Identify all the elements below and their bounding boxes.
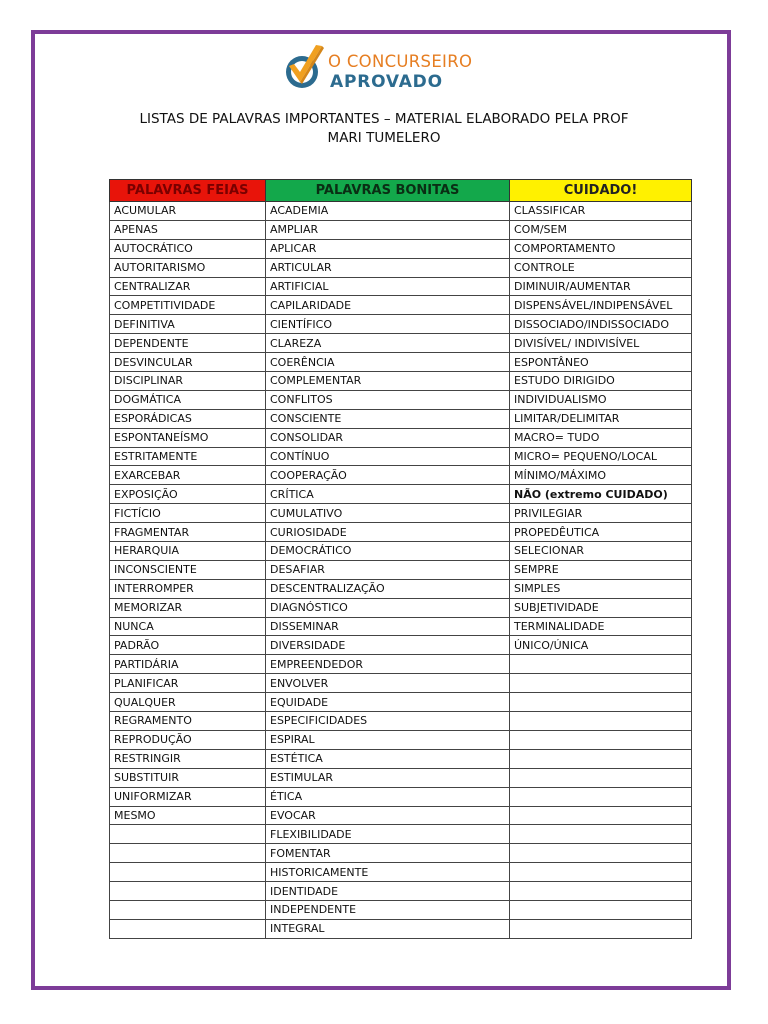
logo-check-icon	[280, 42, 330, 94]
table-row	[110, 220, 692, 239]
table-row	[110, 542, 692, 561]
cell-bonita: DEMOCRÁTICO	[266, 542, 510, 561]
cell-feia: UNIFORMIZAR	[110, 787, 266, 806]
table-row	[110, 315, 692, 334]
table-row	[110, 239, 692, 258]
cell-cuidado: ESPONTÂNEO	[510, 353, 692, 372]
cell-feia: HERARQUIA	[110, 542, 266, 561]
header-cuidado: CUIDADO!	[510, 180, 692, 202]
table-row	[110, 919, 692, 938]
table-header-row	[110, 180, 692, 202]
header-palavras-feias: PALAVRAS FEIAS	[110, 180, 266, 202]
cell-bonita: FOMENTAR	[266, 844, 510, 863]
cell-bonita: ESTIMULAR	[266, 768, 510, 787]
table-row	[110, 749, 692, 768]
table-row	[110, 277, 692, 296]
cell-feia: MESMO	[110, 806, 266, 825]
table-row	[110, 674, 692, 693]
page-title	[100, 110, 668, 148]
cell-feia: PADRÃO	[110, 636, 266, 655]
cell-feia: EXPOSIÇÃO	[110, 485, 266, 504]
cell-cuidado	[510, 863, 692, 882]
cell-cuidado: NÃO (extremo CUIDADO)	[510, 485, 692, 504]
cell-bonita: ESTÉTICA	[266, 749, 510, 768]
cell-bonita: EVOCAR	[266, 806, 510, 825]
cell-cuidado: CLASSIFICAR	[510, 202, 692, 221]
cell-feia: AUTORITARISMO	[110, 258, 266, 277]
cell-bonita: CAPILARIDADE	[266, 296, 510, 315]
cell-cuidado	[510, 900, 692, 919]
cell-cuidado	[510, 806, 692, 825]
cell-feia: DOGMÁTICA	[110, 390, 266, 409]
table-row	[110, 806, 692, 825]
cell-cuidado	[510, 674, 692, 693]
cell-cuidado	[510, 749, 692, 768]
cell-cuidado: ESTUDO DIRIGIDO	[510, 372, 692, 391]
cell-bonita: INDEPENDENTE	[266, 900, 510, 919]
cell-feia: INCONSCIENTE	[110, 560, 266, 579]
cell-cuidado: DIMINUIR/AUMENTAR	[510, 277, 692, 296]
table-row	[110, 598, 692, 617]
cell-feia	[110, 844, 266, 863]
cell-cuidado	[510, 787, 692, 806]
cell-bonita: CONTÍNUO	[266, 447, 510, 466]
cell-bonita: ESPECIFICIDADES	[266, 712, 510, 731]
cell-bonita: COMPLEMENTAR	[266, 372, 510, 391]
cell-cuidado	[510, 882, 692, 901]
cell-cuidado: LIMITAR/DELIMITAR	[510, 409, 692, 428]
cell-cuidado	[510, 730, 692, 749]
cell-bonita: ESPIRAL	[266, 730, 510, 749]
cell-bonita: COERÊNCIA	[266, 353, 510, 372]
cell-feia: ESPONTANEÍSMO	[110, 428, 266, 447]
cell-bonita: EQUIDADE	[266, 693, 510, 712]
table-row	[110, 863, 692, 882]
cell-bonita: EMPREENDEDOR	[266, 655, 510, 674]
cell-feia: ESPORÁDICAS	[110, 409, 266, 428]
cell-bonita: ENVOLVER	[266, 674, 510, 693]
cell-feia: APENAS	[110, 220, 266, 239]
cell-feia: DESVINCULAR	[110, 353, 266, 372]
cell-cuidado: DISSOCIADO/INDISSOCIADO	[510, 315, 692, 334]
title-line-1: LISTAS DE PALAVRAS IMPORTANTES – MATERIAL ELABORADO PELA PROF	[139, 111, 629, 127]
cell-cuidado	[510, 693, 692, 712]
cell-bonita: DIAGNÓSTICO	[266, 598, 510, 617]
cell-cuidado: PROPEDÊUTICA	[510, 523, 692, 542]
cell-bonita: CIENTÍFICO	[266, 315, 510, 334]
cell-bonita: HISTORICAMENTE	[266, 863, 510, 882]
cell-feia: ESTRITAMENTE	[110, 447, 266, 466]
table-row	[110, 693, 692, 712]
table-row	[110, 825, 692, 844]
table-row	[110, 768, 692, 787]
cell-cuidado: ÚNICO/ÚNICA	[510, 636, 692, 655]
table-row	[110, 258, 692, 277]
logo-text-top: O CONCURSEIRO	[328, 52, 473, 71]
cell-cuidado	[510, 844, 692, 863]
cell-feia	[110, 882, 266, 901]
cell-feia: FRAGMENTAR	[110, 523, 266, 542]
table-row	[110, 523, 692, 542]
cell-cuidado: MICRO= PEQUENO/LOCAL	[510, 447, 692, 466]
table-row	[110, 202, 692, 221]
cell-feia: SUBSTITUIR	[110, 768, 266, 787]
table-row	[110, 636, 692, 655]
cell-cuidado: MÍNIMO/MÁXIMO	[510, 466, 692, 485]
cell-feia: QUALQUER	[110, 693, 266, 712]
title-line-2: MARI TUMELERO	[327, 130, 441, 146]
cell-bonita: FLEXIBILIDADE	[266, 825, 510, 844]
cell-cuidado: DISPENSÁVEL/INDIPENSÁVEL	[510, 296, 692, 315]
table-row	[110, 504, 692, 523]
table-row	[110, 730, 692, 749]
cell-cuidado: SUBJETIVIDADE	[510, 598, 692, 617]
cell-feia	[110, 919, 266, 938]
header-palavras-bonitas: PALAVRAS BONITAS	[266, 180, 510, 202]
cell-feia	[110, 900, 266, 919]
cell-feia: FICTÍCIO	[110, 504, 266, 523]
table-row	[110, 844, 692, 863]
cell-bonita: CUMULATIVO	[266, 504, 510, 523]
cell-feia: EXARCEBAR	[110, 466, 266, 485]
cell-cuidado: CONTROLE	[510, 258, 692, 277]
cell-bonita: CRÍTICA	[266, 485, 510, 504]
table-row	[110, 296, 692, 315]
table-row	[110, 428, 692, 447]
cell-cuidado	[510, 655, 692, 674]
cell-bonita: DESAFIAR	[266, 560, 510, 579]
cell-bonita: CONFLITOS	[266, 390, 510, 409]
cell-feia: RESTRINGIR	[110, 749, 266, 768]
cell-cuidado: COMPORTAMENTO	[510, 239, 692, 258]
word-lists-table	[109, 179, 692, 939]
cell-feia: DEPENDENTE	[110, 334, 266, 353]
cell-bonita: CLAREZA	[266, 334, 510, 353]
cell-cuidado	[510, 768, 692, 787]
cell-bonita: IDENTIDADE	[266, 882, 510, 901]
table-row	[110, 485, 692, 504]
cell-bonita: ARTIFICIAL	[266, 277, 510, 296]
cell-feia: DEFINITIVA	[110, 315, 266, 334]
cell-bonita: ÉTICA	[266, 787, 510, 806]
cell-feia: CENTRALIZAR	[110, 277, 266, 296]
cell-bonita: DESCENTRALIZAÇÃO	[266, 579, 510, 598]
cell-feia	[110, 825, 266, 844]
cell-cuidado	[510, 825, 692, 844]
cell-cuidado	[510, 919, 692, 938]
table-row	[110, 882, 692, 901]
logo	[280, 42, 480, 94]
cell-feia: DISCIPLINAR	[110, 372, 266, 391]
table-row	[110, 390, 692, 409]
cell-feia: MEMORIZAR	[110, 598, 266, 617]
logo-text-bottom: APROVADO	[330, 72, 443, 92]
cell-cuidado: SIMPLES	[510, 579, 692, 598]
cell-bonita: AMPLIAR	[266, 220, 510, 239]
table-row	[110, 655, 692, 674]
cell-cuidado: SELECIONAR	[510, 542, 692, 561]
cell-bonita: COOPERAÇÃO	[266, 466, 510, 485]
cell-bonita: INTEGRAL	[266, 919, 510, 938]
cell-feia: INTERROMPER	[110, 579, 266, 598]
cell-cuidado: COM/SEM	[510, 220, 692, 239]
cell-feia: AUTOCRÁTICO	[110, 239, 266, 258]
cell-feia: ACUMULAR	[110, 202, 266, 221]
cell-bonita: DISSEMINAR	[266, 617, 510, 636]
cell-bonita: CONSOLIDAR	[266, 428, 510, 447]
cell-cuidado: TERMINALIDADE	[510, 617, 692, 636]
table-row	[110, 617, 692, 636]
cell-bonita: DIVERSIDADE	[266, 636, 510, 655]
cell-bonita: ARTICULAR	[266, 258, 510, 277]
cell-cuidado	[510, 712, 692, 731]
table-row	[110, 712, 692, 731]
table-row	[110, 372, 692, 391]
cell-feia: PLANIFICAR	[110, 674, 266, 693]
table-row	[110, 560, 692, 579]
cell-bonita: ACADEMIA	[266, 202, 510, 221]
cell-feia: PARTIDÁRIA	[110, 655, 266, 674]
cell-feia: REPRODUÇÃO	[110, 730, 266, 749]
table-row	[110, 787, 692, 806]
cell-bonita: CONSCIENTE	[266, 409, 510, 428]
table-row	[110, 900, 692, 919]
table-row	[110, 447, 692, 466]
cell-bonita: APLICAR	[266, 239, 510, 258]
cell-cuidado: PRIVILEGIAR	[510, 504, 692, 523]
table-row	[110, 409, 692, 428]
table-row	[110, 334, 692, 353]
cell-feia	[110, 863, 266, 882]
cell-cuidado: INDIVIDUALISMO	[510, 390, 692, 409]
cell-bonita: CURIOSIDADE	[266, 523, 510, 542]
cell-cuidado: SEMPRE	[510, 560, 692, 579]
cell-feia: COMPETITIVIDADE	[110, 296, 266, 315]
cell-cuidado: MACRO= TUDO	[510, 428, 692, 447]
cell-cuidado: DIVISÍVEL/ INDIVISÍVEL	[510, 334, 692, 353]
table-row	[110, 579, 692, 598]
cell-feia: REGRAMENTO	[110, 712, 266, 731]
table-row	[110, 466, 692, 485]
table-row	[110, 353, 692, 372]
cell-feia: NUNCA	[110, 617, 266, 636]
